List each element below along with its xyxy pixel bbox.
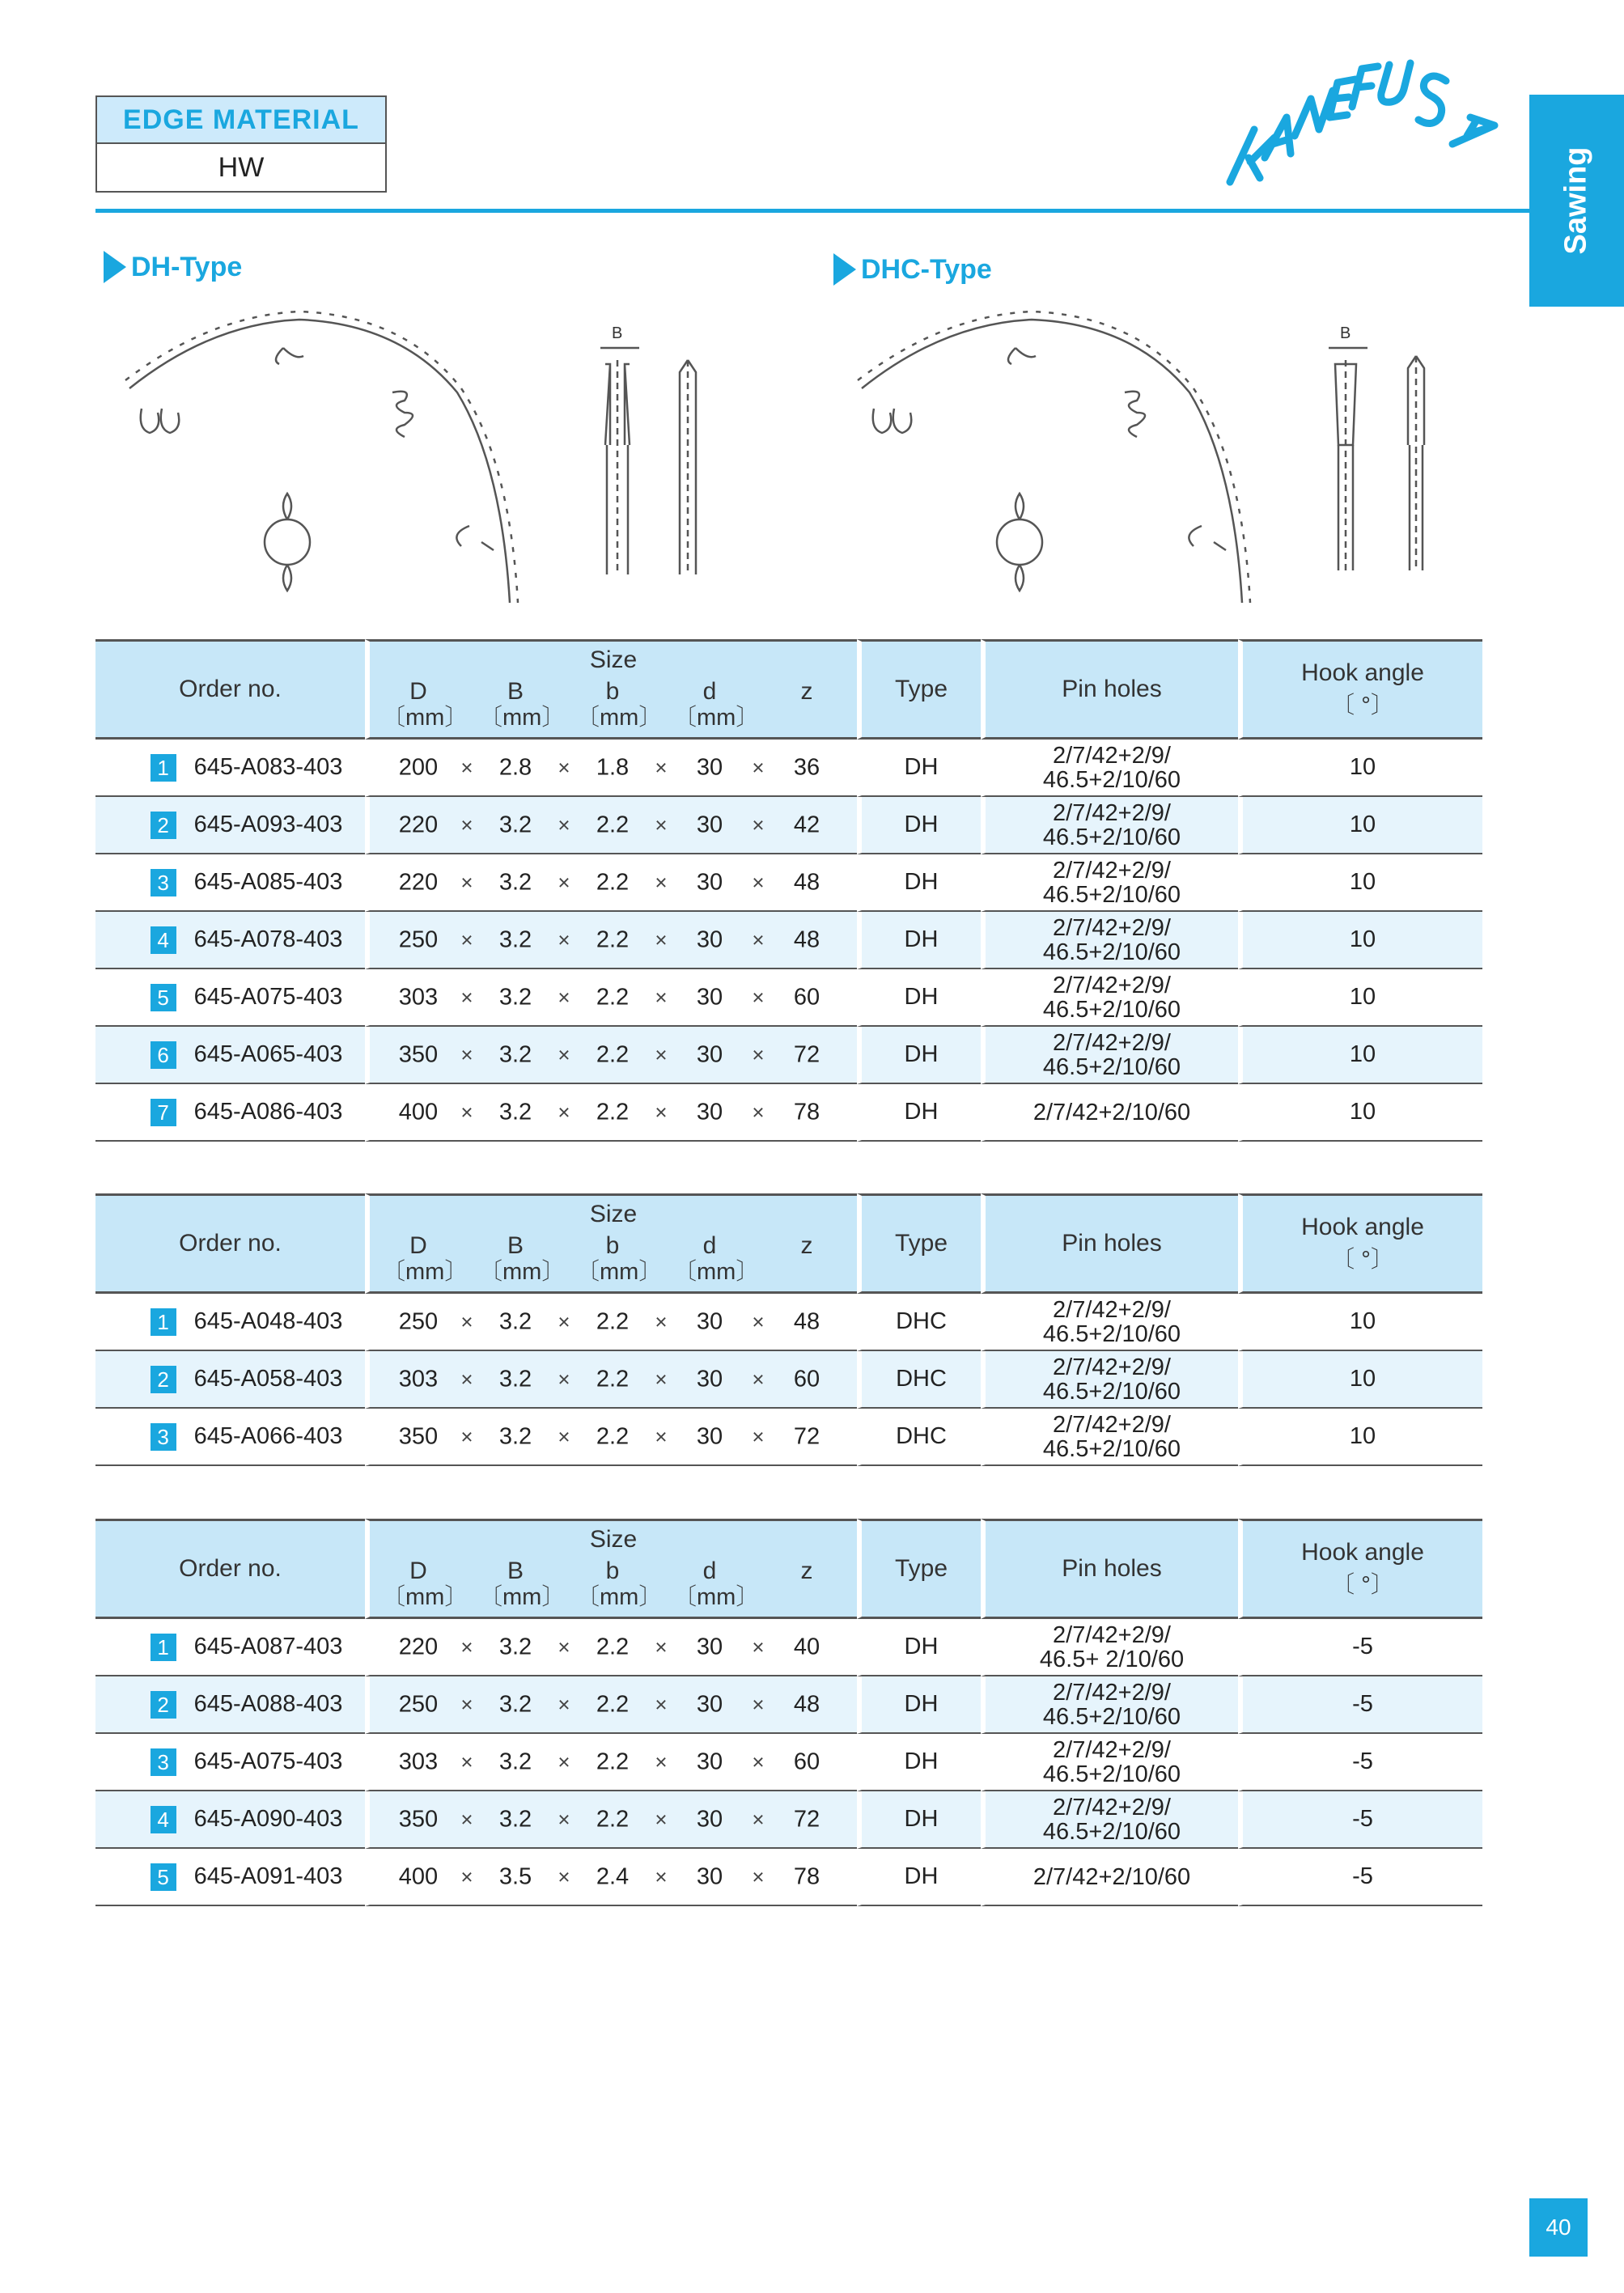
pin-holes-value: 2/7/42+2/9/ 46.5+2/10/60 (981, 1734, 1238, 1791)
size-d: 350 (398, 1041, 439, 1067)
order-number: 645-A065-403 (193, 1041, 343, 1068)
size-b-upper: 3.2 (498, 1691, 532, 1717)
times-symbol: × (460, 1864, 473, 1888)
row-number-badge: 4 (151, 926, 176, 954)
size-bore: 30 (696, 1099, 723, 1125)
times-symbol: × (752, 755, 765, 779)
header-d: D 〔mm〕 (382, 1558, 469, 1610)
size-bore: 30 (696, 1691, 723, 1717)
size-b-lower: 2.2 (596, 869, 630, 895)
header-type: Type (857, 1519, 981, 1619)
row-number-badge: 3 (151, 1748, 176, 1776)
times-symbol: × (558, 755, 570, 779)
hook-angle-value: 10 (1238, 740, 1482, 797)
size-b-upper: 3.2 (498, 869, 532, 895)
table-row (95, 1084, 1482, 1142)
times-symbol: × (655, 1692, 668, 1716)
dim-label-b: B (612, 324, 623, 342)
size-b-lower: 2.4 (596, 1863, 630, 1889)
header-hook-angle: Hook angle 〔 °〕 (1238, 1193, 1482, 1294)
header-z: z (800, 678, 813, 705)
table-row (95, 740, 1482, 797)
header-rule (95, 209, 1530, 213)
edge-material-box (95, 95, 387, 193)
times-symbol: × (655, 1042, 668, 1066)
type-value: DH (857, 854, 981, 912)
size-bore: 30 (696, 1806, 723, 1832)
times-symbol: × (558, 1749, 570, 1774)
times-symbol: × (558, 1864, 570, 1888)
row-number-badge: 1 (151, 1308, 176, 1336)
header-b: B 〔mm〕 (479, 678, 566, 731)
tooth-count: 36 (793, 754, 820, 780)
size-d: 303 (398, 984, 439, 1010)
table-row (95, 912, 1482, 969)
row-number-badge: 3 (151, 869, 176, 896)
edge-material-value: HW (97, 144, 385, 191)
header-d: d 〔mm〕 (673, 1558, 760, 1610)
size-bore: 30 (696, 1634, 723, 1659)
times-symbol: × (655, 1634, 668, 1659)
size-b-lower: 2.2 (596, 1423, 630, 1449)
size-bore: 30 (696, 1366, 723, 1392)
order-number: 645-A086-403 (193, 1099, 343, 1125)
size-d: 400 (398, 1099, 439, 1125)
size-b-lower: 2.2 (596, 812, 630, 837)
tooth-count: 78 (793, 1863, 820, 1889)
times-symbol: × (558, 1367, 570, 1391)
times-symbol: × (460, 1042, 473, 1066)
table-row (95, 1791, 1482, 1849)
header-d: D 〔mm〕 (382, 1232, 469, 1285)
edge-material-label: EDGE MATERIAL (97, 97, 385, 144)
times-symbol: × (655, 755, 668, 779)
size-d: 220 (398, 812, 439, 837)
size-b-upper: 3.2 (498, 812, 532, 837)
size-b-upper: 3.2 (498, 1634, 532, 1659)
hook-angle-value: 10 (1238, 1027, 1482, 1084)
size-b-upper: 3.2 (498, 1366, 532, 1392)
tooth-count: 42 (793, 812, 820, 837)
order-number: 645-A078-403 (193, 926, 343, 953)
hook-angle-value: 10 (1238, 1294, 1482, 1351)
header-b: b 〔mm〕 (576, 678, 663, 731)
size-d: 400 (398, 1863, 439, 1889)
pin-holes-value: 2/7/42+2/9/ 46.5+2/10/60 (981, 969, 1238, 1027)
type-value: DH (857, 1791, 981, 1849)
table-row (95, 1027, 1482, 1084)
size-d: 350 (398, 1806, 439, 1832)
order-number: 645-A066-403 (193, 1423, 343, 1450)
kanefusa-logo (1210, 49, 1509, 194)
order-number: 645-A085-403 (193, 869, 343, 896)
size-b-upper: 3.5 (498, 1863, 532, 1889)
size-d: 220 (398, 869, 439, 895)
row-number-badge: 7 (151, 1099, 176, 1126)
times-symbol: × (752, 1367, 765, 1391)
size-b-lower: 2.2 (596, 1806, 630, 1832)
times-symbol: × (655, 927, 668, 952)
size-b-lower: 1.8 (596, 754, 630, 780)
times-symbol: × (460, 870, 473, 894)
pin-holes-value: 2/7/42+2/9/ 46.5+2/10/60 (981, 1676, 1238, 1734)
hook-angle-value: -5 (1238, 1791, 1482, 1849)
times-symbol: × (655, 1309, 668, 1333)
order-number: 645-A091-403 (193, 1863, 343, 1890)
dhc-tooth-profile-diagram (1311, 316, 1448, 583)
row-number-badge: 2 (151, 1366, 176, 1393)
size-b-lower: 2.2 (596, 1634, 630, 1659)
header-b: B 〔mm〕 (479, 1558, 566, 1610)
header-d: d 〔mm〕 (673, 678, 760, 731)
times-symbol: × (558, 1692, 570, 1716)
times-symbol: × (460, 1100, 473, 1124)
tooth-count: 48 (793, 1308, 820, 1334)
row-number-badge: 4 (151, 1806, 176, 1833)
size-b-lower: 2.2 (596, 1099, 630, 1125)
row-number-badge: 2 (151, 1691, 176, 1719)
size-bore: 30 (696, 1748, 723, 1774)
order-number: 645-A083-403 (193, 754, 343, 781)
times-symbol: × (752, 1424, 765, 1448)
times-symbol: × (558, 1424, 570, 1448)
hook-angle-value: 10 (1238, 1351, 1482, 1409)
tooth-count: 78 (793, 1099, 820, 1125)
size-bore: 30 (696, 984, 723, 1010)
tooth-count: 40 (793, 1634, 820, 1659)
size-b-upper: 3.2 (498, 926, 532, 952)
times-symbol: × (460, 1424, 473, 1448)
order-number: 645-A075-403 (193, 1748, 343, 1775)
size-b-upper: 3.2 (498, 984, 532, 1010)
header-hook-angle: Hook angle 〔 °〕 (1238, 1519, 1482, 1619)
pin-holes-value: 2/7/42+2/9/ 46.5+ 2/10/60 (981, 1619, 1238, 1676)
tooth-count: 48 (793, 1691, 820, 1717)
size-b-upper: 3.2 (498, 1806, 532, 1832)
times-symbol: × (655, 870, 668, 894)
pin-holes-value: 2/7/42+2/9/ 46.5+2/10/60 (981, 1294, 1238, 1351)
size-b-lower: 2.2 (596, 1366, 630, 1392)
order-number: 645-A048-403 (193, 1308, 343, 1335)
pin-holes-value: 2/7/42+2/9/ 46.5+2/10/60 (981, 740, 1238, 797)
times-symbol: × (558, 870, 570, 894)
times-symbol: × (460, 1634, 473, 1659)
hook-angle-value: 10 (1238, 1409, 1482, 1466)
times-symbol: × (558, 1100, 570, 1124)
pin-holes-value: 2/7/42+2/9/ 46.5+2/10/60 (981, 1351, 1238, 1409)
row-number-badge: 1 (151, 1634, 176, 1661)
header-b: B 〔mm〕 (479, 1232, 566, 1285)
header-order-no: Order no. (95, 1519, 365, 1619)
dim-label-b: B (1340, 324, 1351, 342)
table-row (95, 969, 1482, 1027)
table-row (95, 1409, 1482, 1466)
size-bore: 30 (696, 869, 723, 895)
times-symbol: × (558, 1042, 570, 1066)
size-d: 303 (398, 1748, 439, 1774)
times-symbol: × (752, 985, 765, 1009)
size-b-lower: 2.2 (596, 926, 630, 952)
times-symbol: × (752, 812, 765, 837)
tooth-count: 60 (793, 1366, 820, 1392)
times-symbol: × (460, 1309, 473, 1333)
hook-angle-value: 10 (1238, 969, 1482, 1027)
size-d: 220 (398, 1634, 439, 1659)
size-b-upper: 3.2 (498, 1748, 532, 1774)
size-d: 350 (398, 1423, 439, 1449)
times-symbol: × (752, 1634, 765, 1659)
dh-tooth-profile-diagram (583, 316, 720, 583)
table-row (95, 797, 1482, 854)
type-value: DH (857, 969, 981, 1027)
row-number-badge: 2 (151, 812, 176, 839)
type-value: DH (857, 912, 981, 969)
times-symbol: × (655, 1367, 668, 1391)
size-bore: 30 (696, 754, 723, 780)
times-symbol: × (655, 1807, 668, 1831)
table-row (95, 1294, 1482, 1351)
hook-angle-value: -5 (1238, 1619, 1482, 1676)
dhc-saw-blade-diagram (846, 299, 1283, 615)
order-number: 645-A093-403 (193, 812, 343, 838)
table-row (95, 1676, 1482, 1734)
size-bore: 30 (696, 812, 723, 837)
header-order-no: Order no. (95, 639, 365, 740)
size-d: 303 (398, 1366, 439, 1392)
size-bore: 30 (696, 1041, 723, 1067)
header-order-no: Order no. (95, 1193, 365, 1294)
times-symbol: × (460, 812, 473, 837)
size-b-upper: 3.2 (498, 1041, 532, 1067)
order-number: 645-A058-403 (193, 1366, 343, 1392)
times-symbol: × (655, 1424, 668, 1448)
dhc-table-hook-10 (95, 1193, 1482, 1466)
header-pin-holes: Pin holes (981, 1193, 1238, 1294)
order-number: 645-A075-403 (193, 984, 343, 1011)
type-value: DH (857, 1027, 981, 1084)
table-row (95, 1619, 1482, 1676)
row-number-badge: 6 (151, 1041, 176, 1069)
times-symbol: × (752, 1749, 765, 1774)
row-number-badge: 5 (151, 1863, 176, 1891)
dhc-type-title: DHC-Type (833, 253, 992, 286)
triangle-bullet-icon (833, 253, 856, 286)
times-symbol: × (558, 1309, 570, 1333)
header-type: Type (857, 639, 981, 740)
header-type: Type (857, 1193, 981, 1294)
type-value: DH (857, 740, 981, 797)
times-symbol: × (752, 1864, 765, 1888)
size-bore: 30 (696, 926, 723, 952)
row-number-badge: 5 (151, 984, 176, 1011)
times-symbol: × (558, 1807, 570, 1831)
hook-angle-value: -5 (1238, 1734, 1482, 1791)
header-pin-holes: Pin holes (981, 1519, 1238, 1619)
times-symbol: × (460, 1807, 473, 1831)
type-value: DH (857, 1849, 981, 1906)
size-b-upper: 3.2 (498, 1099, 532, 1125)
times-symbol: × (655, 1864, 668, 1888)
times-symbol: × (460, 927, 473, 952)
pin-holes-value: 2/7/42+2/9/ 46.5+2/10/60 (981, 1791, 1238, 1849)
size-b-lower: 2.2 (596, 1748, 630, 1774)
size-b-lower: 2.2 (596, 1691, 630, 1717)
triangle-bullet-icon (104, 251, 126, 283)
pin-holes-value: 2/7/42+2/10/60 (981, 1849, 1238, 1906)
pin-holes-value: 2/7/42+2/9/ 46.5+2/10/60 (981, 797, 1238, 854)
times-symbol: × (460, 755, 473, 779)
times-symbol: × (558, 927, 570, 952)
times-symbol: × (752, 1692, 765, 1716)
tooth-count: 48 (793, 869, 820, 895)
pin-holes-value: 2/7/42+2/9/ 46.5+2/10/60 (981, 912, 1238, 969)
size-d: 250 (398, 1308, 439, 1334)
dh-type-title: DH-Type (104, 251, 242, 283)
times-symbol: × (558, 1634, 570, 1659)
hook-angle-value: 10 (1238, 912, 1482, 969)
size-b-lower: 2.2 (596, 1041, 630, 1067)
page-number: 40 (1529, 2198, 1588, 2257)
times-symbol: × (752, 870, 765, 894)
tooth-count: 72 (793, 1041, 820, 1067)
header-size: Size D 〔mm〕 B 〔mm〕 b 〔mm〕 d 〔mm〕 z (365, 1193, 857, 1294)
header-z: z (800, 1558, 813, 1584)
times-symbol: × (558, 985, 570, 1009)
row-number-badge: 1 (151, 754, 176, 782)
pin-holes-value: 2/7/42+2/9/ 46.5+2/10/60 (981, 1409, 1238, 1466)
header-z: z (800, 1232, 813, 1259)
type-value: DH (857, 1734, 981, 1791)
times-symbol: × (460, 985, 473, 1009)
header-d: D 〔mm〕 (382, 678, 469, 731)
times-symbol: × (752, 1807, 765, 1831)
tooth-count: 72 (793, 1806, 820, 1832)
table-row (95, 1351, 1482, 1409)
tooth-count: 48 (793, 926, 820, 952)
header-pin-holes: Pin holes (981, 639, 1238, 740)
pin-holes-value: 2/7/42+2/10/60 (981, 1084, 1238, 1142)
size-b-lower: 2.2 (596, 984, 630, 1010)
times-symbol: × (655, 985, 668, 1009)
size-bore: 30 (696, 1863, 723, 1889)
table-row (95, 1849, 1482, 1906)
header-size: Size D 〔mm〕 B 〔mm〕 b 〔mm〕 d 〔mm〕 z (365, 639, 857, 740)
times-symbol: × (460, 1692, 473, 1716)
hook-angle-value: -5 (1238, 1849, 1482, 1906)
table-row (95, 854, 1482, 912)
size-bore: 30 (696, 1423, 723, 1449)
type-value: DHC (857, 1409, 981, 1466)
hook-angle-value: 10 (1238, 854, 1482, 912)
order-number: 645-A087-403 (193, 1634, 343, 1660)
header-b: b 〔mm〕 (576, 1232, 663, 1285)
tooth-count: 72 (793, 1423, 820, 1449)
type-value: DH (857, 1676, 981, 1734)
row-number-badge: 3 (151, 1423, 176, 1451)
times-symbol: × (655, 1749, 668, 1774)
size-bore: 30 (696, 1308, 723, 1334)
pin-holes-value: 2/7/42+2/9/ 46.5+2/10/60 (981, 1027, 1238, 1084)
hook-angle-value: -5 (1238, 1676, 1482, 1734)
size-b-upper: 3.2 (498, 1308, 532, 1334)
type-value: DH (857, 1619, 981, 1676)
size-d: 250 (398, 1691, 439, 1717)
header-size: Size D 〔mm〕 B 〔mm〕 b 〔mm〕 d 〔mm〕 z (365, 1519, 857, 1619)
times-symbol: × (752, 1309, 765, 1333)
times-symbol: × (752, 927, 765, 952)
sawing-tab-label: Sawing (1558, 146, 1593, 255)
times-symbol: × (655, 812, 668, 837)
table-row (95, 1734, 1482, 1791)
times-symbol: × (655, 1100, 668, 1124)
size-b-upper: 2.8 (498, 754, 532, 780)
sawing-tab (1529, 95, 1624, 307)
type-value: DHC (857, 1351, 981, 1409)
hook-angle-value: 10 (1238, 1084, 1482, 1142)
size-d: 200 (398, 754, 439, 780)
header-b: b 〔mm〕 (576, 1558, 663, 1610)
times-symbol: × (460, 1367, 473, 1391)
times-symbol: × (752, 1100, 765, 1124)
pin-holes-value: 2/7/42+2/9/ 46.5+2/10/60 (981, 854, 1238, 912)
type-value: DH (857, 1084, 981, 1142)
tooth-count: 60 (793, 984, 820, 1010)
hook-angle-value: 10 (1238, 797, 1482, 854)
times-symbol: × (752, 1042, 765, 1066)
type-value: DHC (857, 1294, 981, 1351)
size-b-lower: 2.2 (596, 1308, 630, 1334)
size-b-upper: 3.2 (498, 1423, 532, 1449)
order-number: 645-A090-403 (193, 1806, 343, 1833)
dh-saw-blade-diagram (113, 299, 550, 615)
dh-table-hook-minus5 (95, 1519, 1482, 1906)
tooth-count: 60 (793, 1748, 820, 1774)
times-symbol: × (558, 812, 570, 837)
header-hook-angle: Hook angle 〔 °〕 (1238, 639, 1482, 740)
type-value: DH (857, 797, 981, 854)
header-d: d 〔mm〕 (673, 1232, 760, 1285)
dh-table-hook-10 (95, 639, 1482, 1142)
order-number: 645-A088-403 (193, 1691, 343, 1718)
size-d: 250 (398, 926, 439, 952)
times-symbol: × (460, 1749, 473, 1774)
